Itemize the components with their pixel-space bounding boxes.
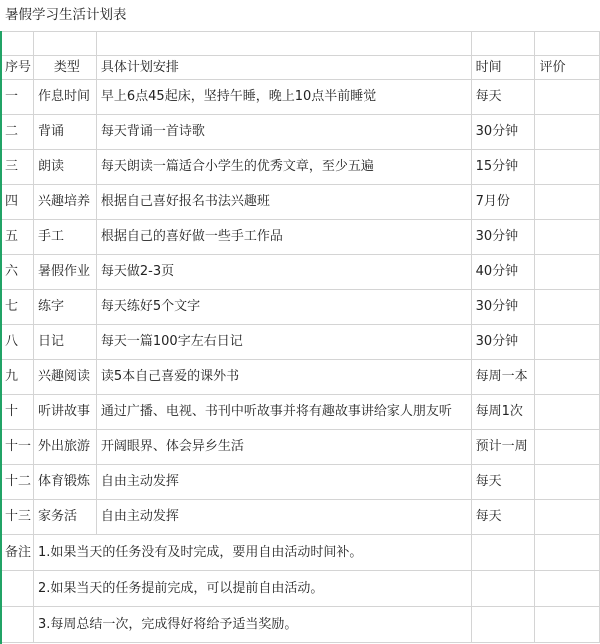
row-time[interactable]: 30分钟 <box>471 290 535 325</box>
row-type[interactable]: 兴趣阅读 <box>33 360 96 395</box>
header-row <box>1 56 600 80</box>
cell[interactable] <box>535 607 600 643</box>
row-eval[interactable] <box>535 395 600 430</box>
row-type[interactable]: 手工 <box>33 220 96 255</box>
row-time[interactable]: 每天 <box>471 500 535 535</box>
row-eval[interactable] <box>535 150 600 185</box>
table-row <box>1 115 600 150</box>
row-plan[interactable]: 根据自己喜好报名书法兴趣班 <box>96 185 471 220</box>
cell[interactable] <box>535 535 600 571</box>
row-time[interactable]: 30分钟 <box>471 115 535 150</box>
row-plan[interactable]: 每天朗读一篇适合小学生的优秀文章，至少五遍 <box>96 150 471 185</box>
header-time[interactable]: 时间 <box>471 56 535 80</box>
row-type[interactable]: 朗读 <box>33 150 96 185</box>
table-row <box>1 255 600 290</box>
row-time[interactable]: 30分钟 <box>471 325 535 360</box>
row-time[interactable]: 每天 <box>471 80 535 115</box>
header-num[interactable]: 序号 <box>1 56 34 80</box>
table-row <box>1 185 600 220</box>
row-eval[interactable] <box>535 115 600 150</box>
table-row <box>1 325 600 360</box>
row-num[interactable]: 三 <box>1 150 34 185</box>
row-num[interactable]: 五 <box>1 220 34 255</box>
row-plan[interactable]: 每天一篇100字左右日记 <box>96 325 471 360</box>
note-row <box>1 571 600 607</box>
row-plan[interactable]: 通过广播、电视、书刊中听故事并将有趣故事讲给家人朋友听 <box>96 395 471 430</box>
row-eval[interactable] <box>535 255 600 290</box>
row-type[interactable]: 家务活 <box>33 500 96 535</box>
cell[interactable] <box>471 607 535 643</box>
row-num[interactable]: 七 <box>1 290 34 325</box>
row-num[interactable]: 四 <box>1 185 34 220</box>
row-time[interactable]: 每周一本 <box>471 360 535 395</box>
note-text[interactable]: 1.如果当天的任务没有及时完成，要用自由活动时间补。 <box>33 535 471 571</box>
row-plan[interactable]: 每天做2-3页 <box>96 255 471 290</box>
row-eval[interactable] <box>535 430 600 465</box>
row-type[interactable]: 背诵 <box>33 115 96 150</box>
row-time[interactable]: 每天 <box>471 465 535 500</box>
note-row <box>1 535 600 571</box>
row-num[interactable]: 九 <box>1 360 34 395</box>
selection-edge <box>0 31 2 644</box>
cell[interactable] <box>471 32 535 56</box>
blank-row <box>1 32 600 56</box>
row-eval[interactable] <box>535 185 600 220</box>
row-eval[interactable] <box>535 465 600 500</box>
row-plan[interactable]: 早上6点45起床，坚持午睡，晚上10点半前睡觉 <box>96 80 471 115</box>
row-type[interactable]: 兴趣培养 <box>33 185 96 220</box>
cell[interactable] <box>535 32 600 56</box>
row-eval[interactable] <box>535 290 600 325</box>
row-num[interactable]: 十 <box>1 395 34 430</box>
row-plan[interactable]: 自由主动发挥 <box>96 465 471 500</box>
cell[interactable] <box>535 571 600 607</box>
header-eval[interactable]: 评价 <box>535 56 600 80</box>
row-num[interactable]: 一 <box>1 80 34 115</box>
table-row <box>1 500 600 535</box>
plan-rows <box>1 80 600 535</box>
row-plan[interactable]: 开阔眼界、体会异乡生活 <box>96 430 471 465</box>
row-type[interactable]: 日记 <box>33 325 96 360</box>
table-row <box>1 360 600 395</box>
note-label-cell[interactable] <box>1 571 34 607</box>
note-label-cell[interactable] <box>1 607 34 643</box>
table-row <box>1 430 600 465</box>
note-text[interactable]: 2.如果当天的任务提前完成，可以提前自由活动。 <box>33 571 471 607</box>
notes-rows <box>1 535 600 643</box>
row-eval[interactable] <box>535 80 600 115</box>
row-time[interactable]: 7月份 <box>471 185 535 220</box>
table-row <box>1 395 600 430</box>
table-row <box>1 220 600 255</box>
table-row <box>1 150 600 185</box>
row-num[interactable]: 十二 <box>1 465 34 500</box>
row-plan[interactable]: 自由主动发挥 <box>96 500 471 535</box>
plan-table <box>0 31 600 643</box>
row-type[interactable]: 练字 <box>33 290 96 325</box>
table-row <box>1 290 600 325</box>
row-plan[interactable]: 每天练好5个文字 <box>96 290 471 325</box>
row-type[interactable]: 体育锻炼 <box>33 465 96 500</box>
table-row <box>1 80 600 115</box>
header-type[interactable]: 类型 <box>33 56 96 80</box>
row-plan[interactable]: 每天背诵一首诗歌 <box>96 115 471 150</box>
row-type[interactable]: 作息时间 <box>33 80 96 115</box>
row-type[interactable]: 外出旅游 <box>33 430 96 465</box>
note-row <box>1 607 600 643</box>
row-type[interactable]: 暑假作业 <box>33 255 96 290</box>
sheet-title[interactable]: 暑假学习生活计划表 <box>5 7 127 23</box>
cell[interactable] <box>96 32 471 56</box>
row-num[interactable]: 十三 <box>1 500 34 535</box>
row-time[interactable]: 预计一周 <box>471 430 535 465</box>
cell[interactable] <box>471 535 535 571</box>
row-num[interactable]: 十一 <box>1 430 34 465</box>
cell[interactable] <box>33 32 96 56</box>
row-plan[interactable]: 读5本自己喜爱的课外书 <box>96 360 471 395</box>
row-eval[interactable] <box>535 360 600 395</box>
header-plan[interactable]: 具体计划安排 <box>96 56 471 80</box>
row-plan[interactable]: 根据自己的喜好做一些手工作品 <box>96 220 471 255</box>
row-num[interactable]: 二 <box>1 115 34 150</box>
note-text[interactable]: 3.每周总结一次，完成得好将给予适当奖励。 <box>33 607 471 643</box>
row-time[interactable]: 40分钟 <box>471 255 535 290</box>
row-time[interactable]: 30分钟 <box>471 220 535 255</box>
cell[interactable] <box>1 32 34 56</box>
row-time[interactable]: 15分钟 <box>471 150 535 185</box>
row-num[interactable]: 八 <box>1 325 34 360</box>
table-row <box>1 465 600 500</box>
row-eval[interactable] <box>535 220 600 255</box>
row-num[interactable]: 六 <box>1 255 34 290</box>
row-eval[interactable] <box>535 500 600 535</box>
row-type[interactable]: 听讲故事 <box>33 395 96 430</box>
row-eval[interactable] <box>535 325 600 360</box>
note-label-cell[interactable]: 备注 <box>1 535 34 571</box>
row-time[interactable]: 每周1次 <box>471 395 535 430</box>
cell[interactable] <box>471 571 535 607</box>
